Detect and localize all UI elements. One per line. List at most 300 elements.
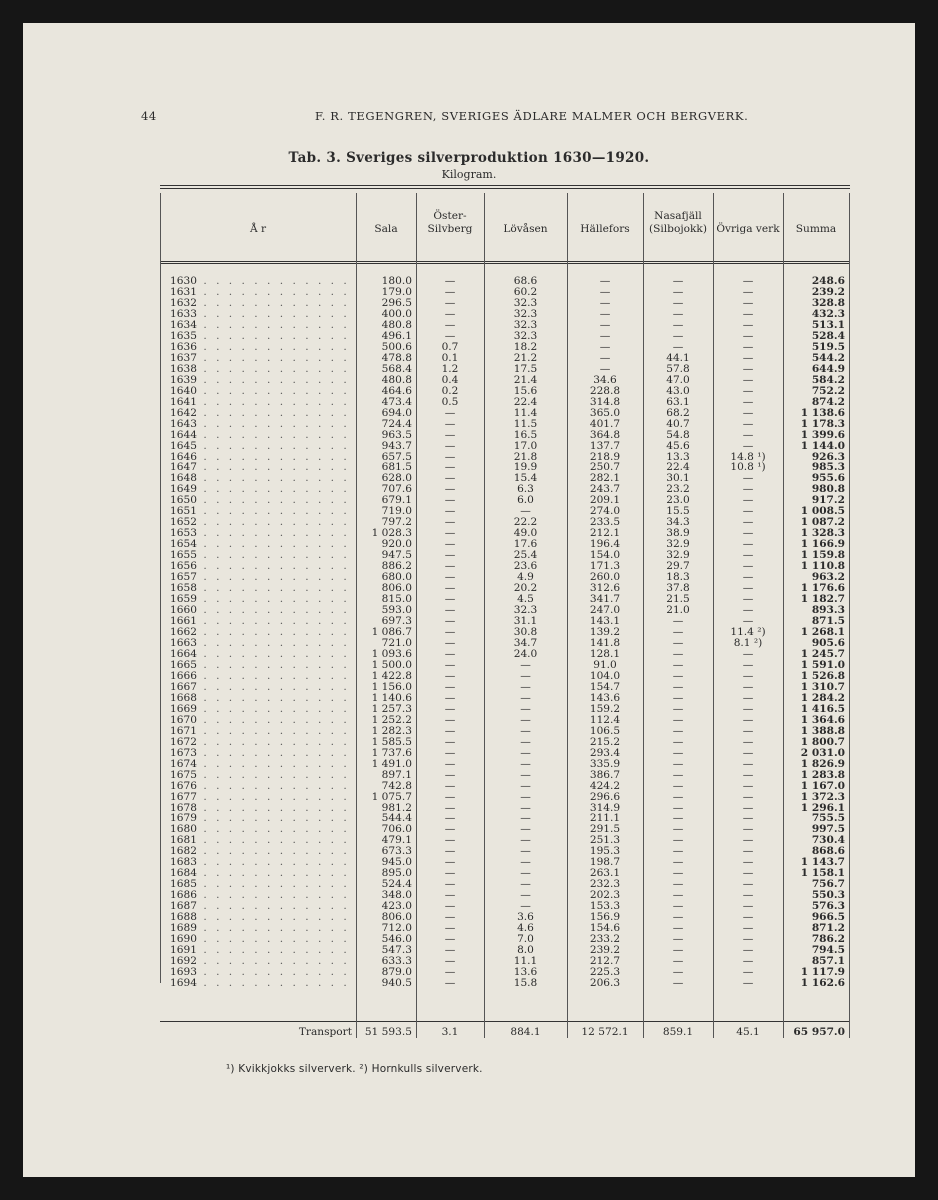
cell-oster-silvberg: — <box>444 757 456 770</box>
cell-oster-silvberg: — <box>444 615 456 628</box>
transport-row <box>160 1025 850 1039</box>
year-value: 1657 <box>170 571 197 584</box>
leader-dots: . . . . . . . . . . . . <box>196 593 350 606</box>
cell-sala: 697.3 <box>381 615 412 628</box>
leader-dots: . . . . . . . . . . . . <box>196 944 350 957</box>
cell-oster-silvberg: — <box>444 417 456 430</box>
cell-nasafjall: 45.6 <box>666 439 690 452</box>
cell-nasafjall: — <box>672 669 684 682</box>
cell-ovriga-verk: — <box>742 373 754 386</box>
cell-sala: 1 156.0 <box>371 680 412 693</box>
cell-summa: 528.4 <box>811 329 845 342</box>
cell-oster-silvberg: — <box>444 538 456 551</box>
leader-dots: . . . . . . . . . . . . <box>196 538 350 551</box>
cell-oster-silvberg: — <box>444 329 456 342</box>
leader-dots: . . . . . . . . . . . . <box>196 362 350 375</box>
cell-summa: 544.2 <box>811 351 845 364</box>
cell-hallefors: 215.2 <box>589 735 621 748</box>
leader-dots: . . . . . . . . . . . . <box>196 494 350 507</box>
leader-dots: . . . . . . . . . . . . <box>196 439 350 452</box>
cell-lovasen: — <box>520 900 531 913</box>
cell-summa: 584.2 <box>811 373 845 386</box>
cell-sala: 179.0 <box>381 285 412 298</box>
leader-dots: . . . . . . . . . . . . <box>196 340 350 353</box>
cell-hallefors: — <box>599 329 611 342</box>
cell-ovriga-verk: — <box>742 735 754 748</box>
cell-sala: 947.5 <box>381 549 412 562</box>
year-value: 1672 <box>170 735 197 748</box>
cell-ovriga-verk: — <box>742 867 754 880</box>
cell-hallefors: — <box>599 340 611 353</box>
leader-dots: . . . . . . . . . . . . <box>196 318 350 331</box>
cell-summa: 926.3 <box>811 450 845 463</box>
year-value: 1655 <box>170 549 197 562</box>
cell-oster-silvberg: — <box>444 933 456 946</box>
cell-oster-silvberg: 0.5 <box>441 395 459 408</box>
cell-lovasen: — <box>520 669 531 682</box>
cell-ovriga-verk: — <box>742 582 754 595</box>
cell-sala: 547.3 <box>381 944 412 957</box>
cell-lovasen: — <box>520 735 531 748</box>
cell-nasafjall: 23.2 <box>666 483 690 496</box>
cell-summa: 248.6 <box>811 275 845 287</box>
cell-lovasen: 34.7 <box>513 636 538 649</box>
cell-ovriga-verk: — <box>742 351 754 364</box>
cell-oster-silvberg: — <box>444 878 456 891</box>
cell-summa: 1 399.6 <box>800 428 845 441</box>
cell-ovriga-verk: — <box>742 472 754 485</box>
cell-ovriga-verk: — <box>742 757 754 770</box>
cell-oster-silvberg: — <box>444 691 456 704</box>
cell-nasafjall: 68.2 <box>666 406 690 419</box>
cell-oster-silvberg: — <box>444 702 456 715</box>
cell-hallefors: 141.8 <box>589 636 621 649</box>
year-value: 1654 <box>170 538 197 551</box>
cell-oster-silvberg: — <box>444 955 456 968</box>
cell-sala: 895.0 <box>381 867 412 880</box>
cell-oster-silvberg: — <box>444 307 456 320</box>
cell-hallefors: 233.5 <box>589 516 621 529</box>
cell-ovriga-verk: — <box>742 285 754 298</box>
cell-ovriga-verk: — <box>742 307 754 320</box>
cell-oster-silvberg: — <box>444 593 456 606</box>
leader-dots: . . . . . . . . . . . . <box>196 329 350 342</box>
cell-sala: 1 028.3 <box>371 527 412 540</box>
cell-summa: 963.2 <box>811 571 845 584</box>
cell-summa: 1 176.6 <box>800 582 845 595</box>
cell-ovriga-verk: — <box>742 911 754 924</box>
leader-dots: . . . . . . . . . . . . <box>196 560 350 573</box>
year-value: 1652 <box>170 516 197 529</box>
cell-sala: 1 075.7 <box>371 790 412 803</box>
leader-dots: . . . . . . . . . . . . <box>196 549 350 562</box>
year-value: 1630 <box>170 275 197 287</box>
cell-ovriga-verk: 11.4 ²) <box>730 626 766 638</box>
cell-oster-silvberg: — <box>444 889 456 902</box>
cell-summa: 1 328.3 <box>800 527 845 540</box>
leader-dots: . . . . . . . . . . . . <box>196 527 350 540</box>
cell-sala: 806.0 <box>381 582 412 595</box>
cell-summa: 2 031.0 <box>800 746 845 759</box>
cell-lovasen: 32.3 <box>513 296 538 309</box>
cell-summa: 893.3 <box>811 604 845 617</box>
cell-hallefors: — <box>599 307 611 320</box>
cell-sala: 296.5 <box>381 296 412 309</box>
leader-dots: . . . . . . . . . . . . <box>196 669 350 682</box>
leader-dots: . . . . . . . . . . . . <box>196 955 350 968</box>
cell-ovriga-verk: — <box>742 340 754 353</box>
year-value: 1687 <box>170 900 197 913</box>
cell-lovasen: 8.0 <box>517 944 534 957</box>
year-value: 1671 <box>170 724 197 737</box>
cell-lovasen: 6.3 <box>517 483 534 496</box>
year-value: 1676 <box>170 779 197 792</box>
cell-nasafjall: 43.0 <box>666 384 690 397</box>
year-value: 1686 <box>170 889 197 902</box>
cell-hallefors: 291.5 <box>589 823 621 836</box>
cell-nasafjall: — <box>672 658 684 671</box>
cell-ovriga-verk: — <box>742 571 754 584</box>
year-value: 1649 <box>170 483 197 496</box>
transport-label: Transport <box>298 1026 352 1038</box>
cell-sala: 945.0 <box>381 856 412 869</box>
cell-oster-silvberg: — <box>444 911 456 924</box>
cell-lovasen: — <box>520 746 531 759</box>
cell-oster-silvberg: — <box>444 450 456 463</box>
cell-ovriga-verk: — <box>742 768 754 781</box>
cell-ovriga-verk: — <box>742 801 754 814</box>
leader-dots: . . . . . . . . . . . . <box>196 691 350 704</box>
header-summa: Summa <box>795 223 837 235</box>
cell-ovriga-verk: — <box>742 362 754 375</box>
year-value: 1631 <box>170 285 197 298</box>
top-rule-2 <box>160 188 850 189</box>
cell-hallefors: — <box>599 275 611 287</box>
cell-lovasen: — <box>520 724 531 737</box>
cell-oster-silvberg: — <box>444 604 456 617</box>
cell-oster-silvberg: — <box>444 977 456 989</box>
cell-ovriga-verk: — <box>742 702 754 715</box>
leader-dots: . . . . . . . . . . . . <box>196 615 350 628</box>
cell-oster-silvberg: — <box>444 812 456 825</box>
leader-dots: . . . . . . . . . . . . <box>196 571 350 584</box>
cell-oster-silvberg: — <box>444 966 456 979</box>
cell-hallefors: 154.6 <box>589 922 621 935</box>
cell-hallefors: 104.0 <box>589 669 621 682</box>
header-hallefors: Hällefors <box>580 223 630 235</box>
cell-nasafjall: — <box>672 647 684 660</box>
cell-sala: 719.0 <box>381 505 412 518</box>
year-value: 1689 <box>170 922 197 935</box>
cell-oster-silvberg: — <box>444 867 456 880</box>
footnote: ¹) Kvikkjokks silververk. ²) Hornkulls silververk. <box>226 1063 483 1075</box>
cell-sala: 721.0 <box>381 636 412 649</box>
cell-hallefors: 212.1 <box>589 527 621 540</box>
cell-hallefors: 314.9 <box>589 801 621 814</box>
cell-lovasen: 4.9 <box>517 571 534 584</box>
cell-hallefors: 143.1 <box>589 615 621 628</box>
leader-dots: . . . . . . . . . . . . <box>196 977 350 989</box>
cell-summa: 328.8 <box>811 296 845 309</box>
cell-sala: 886.2 <box>381 560 412 573</box>
cell-lovasen: — <box>520 845 531 858</box>
cell-ovriga-verk: — <box>742 922 754 935</box>
cell-lovasen: 68.6 <box>513 275 538 287</box>
cell-lovasen: — <box>520 779 531 792</box>
cell-lovasen: 49.0 <box>513 527 538 540</box>
cell-summa: 871.5 <box>811 615 845 628</box>
leader-dots: . . . . . . . . . . . . <box>196 933 350 946</box>
cell-lovasen: 18.2 <box>513 340 538 353</box>
cell-sala: 568.4 <box>381 362 412 375</box>
cell-sala: 1 140.6 <box>371 691 412 704</box>
cell-oster-silvberg: — <box>444 626 456 638</box>
year-value: 1688 <box>170 911 197 924</box>
header-nasafjall: Nasafjäll (Silbojokk) <box>649 210 707 235</box>
cell-nasafjall: — <box>672 977 684 989</box>
cell-hallefors: 211.1 <box>589 812 621 825</box>
cell-hallefors: 274.0 <box>589 505 621 518</box>
cell-lovasen: 21.8 <box>513 450 538 463</box>
cell-oster-silvberg: 0.4 <box>441 373 459 386</box>
cell-lovasen: — <box>520 768 531 781</box>
year-value: 1641 <box>170 395 197 408</box>
year-value: 1692 <box>170 955 197 968</box>
cell-summa: 1 117.9 <box>800 966 845 979</box>
year-value: 1670 <box>170 713 197 726</box>
cell-sala: 180.0 <box>381 275 412 287</box>
cell-ovriga-verk: 14.8 ¹) <box>730 450 766 463</box>
cell-nasafjall: 63.1 <box>666 395 690 408</box>
cell-ovriga-verk: — <box>742 417 754 430</box>
cell-hallefors: — <box>599 296 611 309</box>
year-value: 1660 <box>170 604 197 617</box>
cell-sala: 524.4 <box>381 878 412 891</box>
cell-nasafjall: 37.8 <box>666 582 690 595</box>
cell-lovasen: — <box>520 867 531 880</box>
cell-sala: 694.0 <box>381 406 412 419</box>
cell-lovasen: 24.0 <box>513 647 538 660</box>
cell-oster-silvberg: — <box>444 318 456 331</box>
cell-hallefors: 171.3 <box>589 560 621 573</box>
cell-oster-silvberg: — <box>444 647 456 660</box>
cell-hallefors: 263.1 <box>589 867 621 880</box>
leader-dots: . . . . . . . . . . . . <box>196 702 350 715</box>
cell-ovriga-verk: — <box>742 615 754 628</box>
cell-summa: 1 245.7 <box>800 647 845 660</box>
cell-nasafjall: — <box>672 768 684 781</box>
cell-summa: 966.5 <box>811 911 845 924</box>
cell-lovasen: 21.2 <box>513 351 538 364</box>
cell-nasafjall: 54.8 <box>666 428 690 441</box>
cell-nasafjall: 30.1 <box>666 472 690 485</box>
cell-summa: 1 110.8 <box>800 560 845 573</box>
cell-summa: 1 591.0 <box>800 658 845 671</box>
cell-nasafjall: — <box>672 955 684 968</box>
cell-ovriga-verk: — <box>742 275 754 287</box>
cell-nasafjall: 32.9 <box>666 538 690 551</box>
cell-nasafjall: — <box>672 801 684 814</box>
leader-dots: . . . . . . . . . . . . <box>196 878 350 891</box>
cell-lovasen: 11.5 <box>513 417 538 430</box>
cell-nasafjall: — <box>672 911 684 924</box>
cell-hallefors: 91.0 <box>593 658 617 671</box>
cell-hallefors: 250.7 <box>589 461 621 474</box>
cell-sala: 680.0 <box>381 571 412 584</box>
cell-nasafjall: — <box>672 779 684 792</box>
cell-nasafjall: — <box>672 713 684 726</box>
cell-sala: 742.8 <box>381 779 412 792</box>
cell-ovriga-verk: — <box>742 746 754 759</box>
cell-oster-silvberg: — <box>444 285 456 298</box>
cell-nasafjall: 21.5 <box>666 593 690 606</box>
transport-summa: 65 957.0 <box>793 1026 845 1038</box>
cell-sala: 897.1 <box>381 768 412 781</box>
year-value: 1691 <box>170 944 197 957</box>
leader-dots: . . . . . . . . . . . . <box>196 790 350 803</box>
cell-year <box>170 977 350 989</box>
cell-oster-silvberg: — <box>444 296 456 309</box>
cell-oster-silvberg: 0.1 <box>441 351 459 364</box>
leader-dots: . . . . . . . . . . . . <box>196 889 350 902</box>
year-value: 1669 <box>170 702 197 715</box>
leader-dots: . . . . . . . . . . . . <box>196 845 350 858</box>
cell-summa: 985.3 <box>811 461 845 474</box>
cell-sala: 679.1 <box>381 494 412 507</box>
cell-hallefors: 112.4 <box>589 713 621 726</box>
cell-nasafjall: 29.7 <box>666 560 690 573</box>
table-unit: Kilogram. <box>441 168 497 181</box>
cell-hallefors: 282.1 <box>589 472 621 485</box>
cell-ovriga-verk: — <box>742 889 754 902</box>
leader-dots: . . . . . . . . . . . . <box>196 735 350 748</box>
cell-ovriga-verk: — <box>742 428 754 441</box>
cell-summa: 955.6 <box>811 472 845 485</box>
year-value: 1658 <box>170 582 197 595</box>
cell-nasafjall: 13.3 <box>666 450 690 463</box>
cell-hallefors: 212.7 <box>589 955 621 968</box>
table-body <box>160 276 850 989</box>
cell-lovasen: — <box>520 812 531 825</box>
transport-oster-silvberg: 3.1 <box>441 1026 459 1038</box>
cell-hallefors: 139.2 <box>589 626 621 638</box>
cell-sala: 400.0 <box>381 307 412 320</box>
leader-dots: . . . . . . . . . . . . <box>196 900 350 913</box>
table-row <box>160 978 850 989</box>
cell-summa: 1 372.3 <box>800 790 845 803</box>
cell-sala: 479.1 <box>381 834 412 847</box>
leader-dots: . . . . . . . . . . . . <box>196 966 350 979</box>
cell-ovriga-verk: — <box>742 812 754 825</box>
cell-oster-silvberg: 0.7 <box>441 340 459 353</box>
cell-ovriga-verk: — <box>742 669 754 682</box>
cell-ovriga-verk: — <box>742 944 754 957</box>
cell-sala: 1 585.5 <box>371 735 412 748</box>
cell-sala: 473.4 <box>381 395 412 408</box>
cell-hallefors: 202.3 <box>589 889 621 902</box>
cell-sala: 920.0 <box>381 538 412 551</box>
leader-dots: . . . . . . . . . . . . <box>196 406 350 419</box>
cell-summa: 576.3 <box>811 900 845 913</box>
cell-sala: 546.0 <box>381 933 412 946</box>
transport-ovriga: 45.1 <box>736 1026 760 1038</box>
cell-nasafjall: — <box>672 823 684 836</box>
cell-sala: 480.8 <box>381 373 412 386</box>
cell-hallefors: 34.6 <box>593 373 617 386</box>
cell-ovriga-verk: — <box>742 977 754 989</box>
leader-dots: . . . . . . . . . . . . <box>196 713 350 726</box>
cell-nasafjall: 22.4 <box>666 461 690 474</box>
cell-summa: 1 162.6 <box>800 977 845 989</box>
leader-dots: . . . . . . . . . . . . <box>196 911 350 924</box>
cell-hallefors: — <box>599 285 611 298</box>
cell-sala: 707.6 <box>381 483 412 496</box>
cell-summa: 1 284.2 <box>800 691 845 704</box>
cell-hallefors: 159.2 <box>589 702 621 715</box>
header-oster-silvberg: Öster- Silvberg <box>427 210 473 235</box>
cell-summa: 1 008.5 <box>800 505 845 518</box>
cell-hallefors: — <box>599 318 611 331</box>
cell-sala: 963.5 <box>381 428 412 441</box>
cell-lovasen: — <box>520 856 531 869</box>
cell-ovriga-verk: — <box>742 955 754 968</box>
cell-summa: 1 826.9 <box>800 757 845 770</box>
cell-nasafjall: — <box>672 735 684 748</box>
cell-lovasen: 17.6 <box>513 538 538 551</box>
year-value: 1666 <box>170 669 197 682</box>
leader-dots: . . . . . . . . . . . . <box>196 636 350 649</box>
cell-oster-silvberg: — <box>444 790 456 803</box>
cell-hallefors: 206.3 <box>589 977 621 989</box>
cell-lovasen: 22.2 <box>513 516 538 529</box>
cell-hallefors: 335.9 <box>589 757 621 770</box>
cell-lovasen: 15.6 <box>513 384 538 397</box>
cell-lovasen: — <box>520 757 531 770</box>
year-value: 1693 <box>170 966 197 979</box>
cell-hallefors: 228.8 <box>589 384 621 397</box>
cell-hallefors: 239.2 <box>589 944 621 957</box>
cell-summa: 755.5 <box>811 812 845 825</box>
cell-lovasen: 60.2 <box>513 285 538 298</box>
cell-hallefors: 232.3 <box>589 878 621 891</box>
year-value: 1673 <box>170 746 197 759</box>
year-value: 1640 <box>170 384 197 397</box>
cell-ovriga-verk: — <box>742 560 754 573</box>
cell-lovasen: 17.0 <box>513 439 538 452</box>
cell-nasafjall: 40.7 <box>666 417 690 430</box>
cell-lovasen: — <box>520 823 531 836</box>
cell-nasafjall: — <box>672 615 684 628</box>
cell-ovriga-verk: — <box>742 439 754 452</box>
cell-oster-silvberg: — <box>444 768 456 781</box>
cell-ovriga-verk: — <box>742 296 754 309</box>
cell-oster-silvberg: — <box>444 779 456 792</box>
cell-lovasen: 21.4 <box>513 373 538 386</box>
cell-summa: 871.2 <box>811 922 845 935</box>
year-value: 1678 <box>170 801 197 814</box>
cell-summa: 550.3 <box>811 889 845 902</box>
leader-dots: . . . . . . . . . . . . <box>196 856 350 869</box>
cell-ovriga-verk: — <box>742 779 754 792</box>
cell-nasafjall: — <box>672 867 684 880</box>
cell-summa: 730.4 <box>811 834 845 847</box>
cell-oster-silvberg: — <box>444 636 456 649</box>
leader-dots: . . . . . . . . . . . . <box>196 604 350 617</box>
cell-lovasen: 11.4 <box>513 406 538 419</box>
cell-nasafjall: — <box>672 340 684 353</box>
leader-dots: . . . . . . . . . . . . <box>196 746 350 759</box>
year-value: 1667 <box>170 680 197 693</box>
